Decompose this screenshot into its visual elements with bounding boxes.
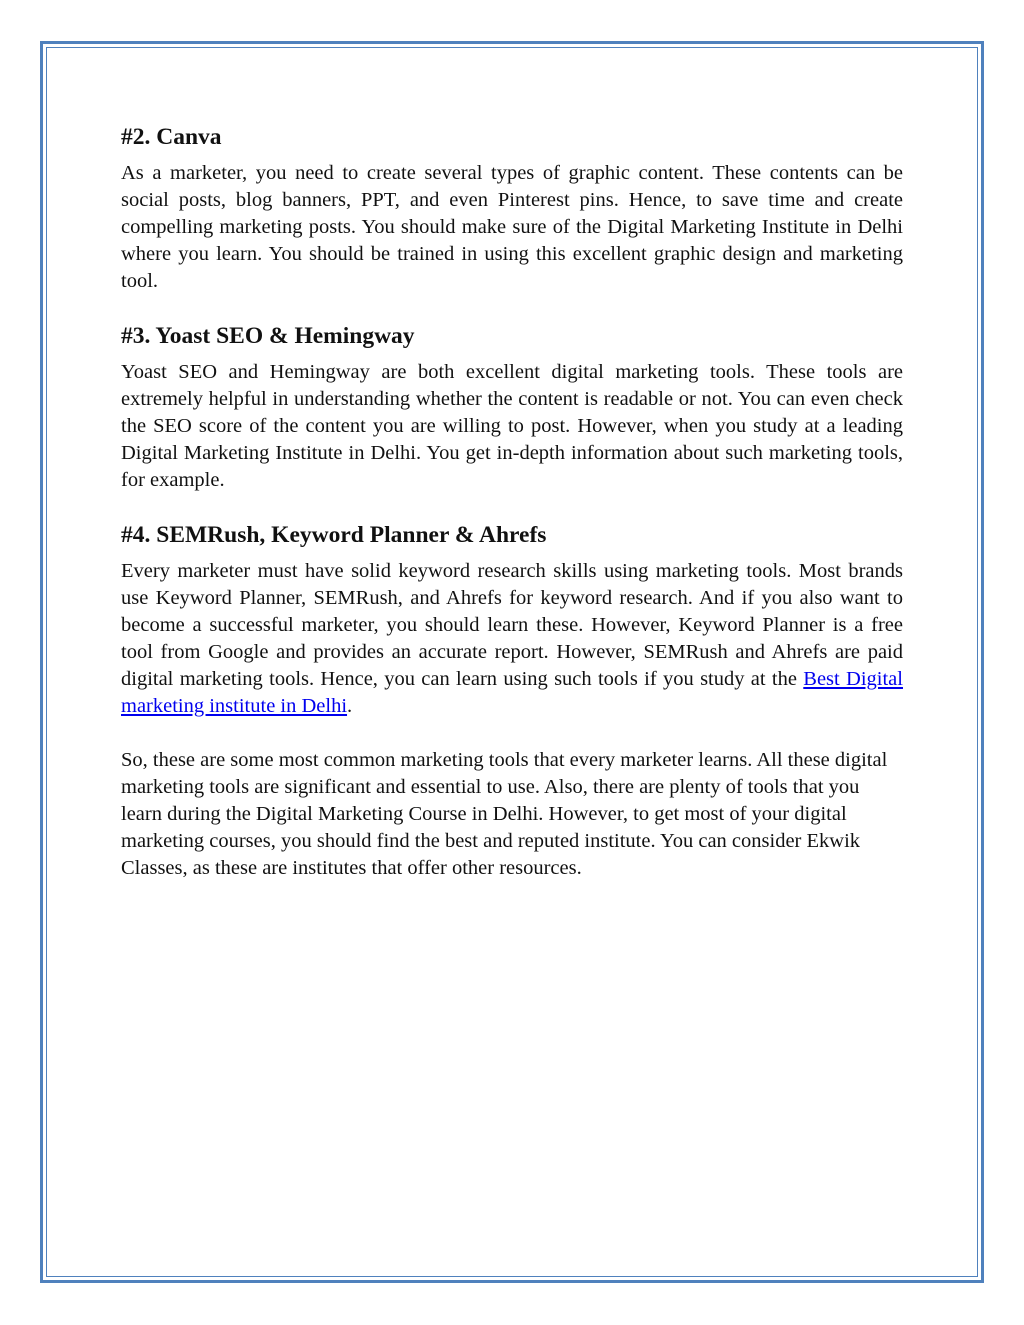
section-heading-keyword-tools: #4. SEMRush, Keyword Planner & Ahrefs [121,522,547,548]
body-text-after-link: . [347,695,353,717]
body-text-before-link: Every marketer must have solid keyword research skills using marketing tools. Most brands use Keyword Planner, SEMRush, and Ahrefs for keyword research. And if you also want to become a successful marketer, you should learn these. However, Keyword Planner is a free tool from Google and provides an accurate report. However, SEMRush and Ahrefs are paid digital marketing tools. Hence, you can learn using such tools if you study at the [121,560,903,690]
conclusion-paragraph: So, these are some most common marketing tools that every marketer learns. All these digital marketing tools are significant and essential to use. Also, there are plenty of tools that you learn during the Digital Marketing Course in Delhi. However, to get most of your digital marketing courses, you should find the best and reputed institute. You can consider Ekwik Classes, as these are institutes that offer other resources. [121,749,888,879]
section-keyword-tools [121,520,903,720]
section-body-yoast-hemingway: Yoast SEO and Hemingway are both excellent digital marketing tools. These tools are extremely helpful in understanding whether the content is readable or not. You can even check the SEO score of the content you are willing to post. However, when you study at a leading Digital Marketing Institute in Delhi. You get in-depth information about such marketing tools, for example. [121,361,903,491]
section-body-keyword-tools [121,558,903,720]
document-body [121,122,903,908]
section-heading-canva: #2. Canva [121,124,222,150]
section-canva [121,122,903,295]
section-conclusion [121,747,903,882]
section-heading-yoast-hemingway: #3. Yoast SEO & Hemingway [121,323,415,349]
section-yoast-hemingway [121,321,903,494]
institute-link[interactable]: Best Digital marketing institute in Delhi [121,668,903,717]
section-body-canva: As a marketer, you need to create several types of graphic content. These contents can be social posts, blog banners, PPT, and even Pinterest pins. Hence, to save time and create compelling marketing posts. You should make sure of the Digital Marketing Institute in Delhi where you learn. You should be trained in using this excellent graphic design and marketing tool. [121,162,903,292]
